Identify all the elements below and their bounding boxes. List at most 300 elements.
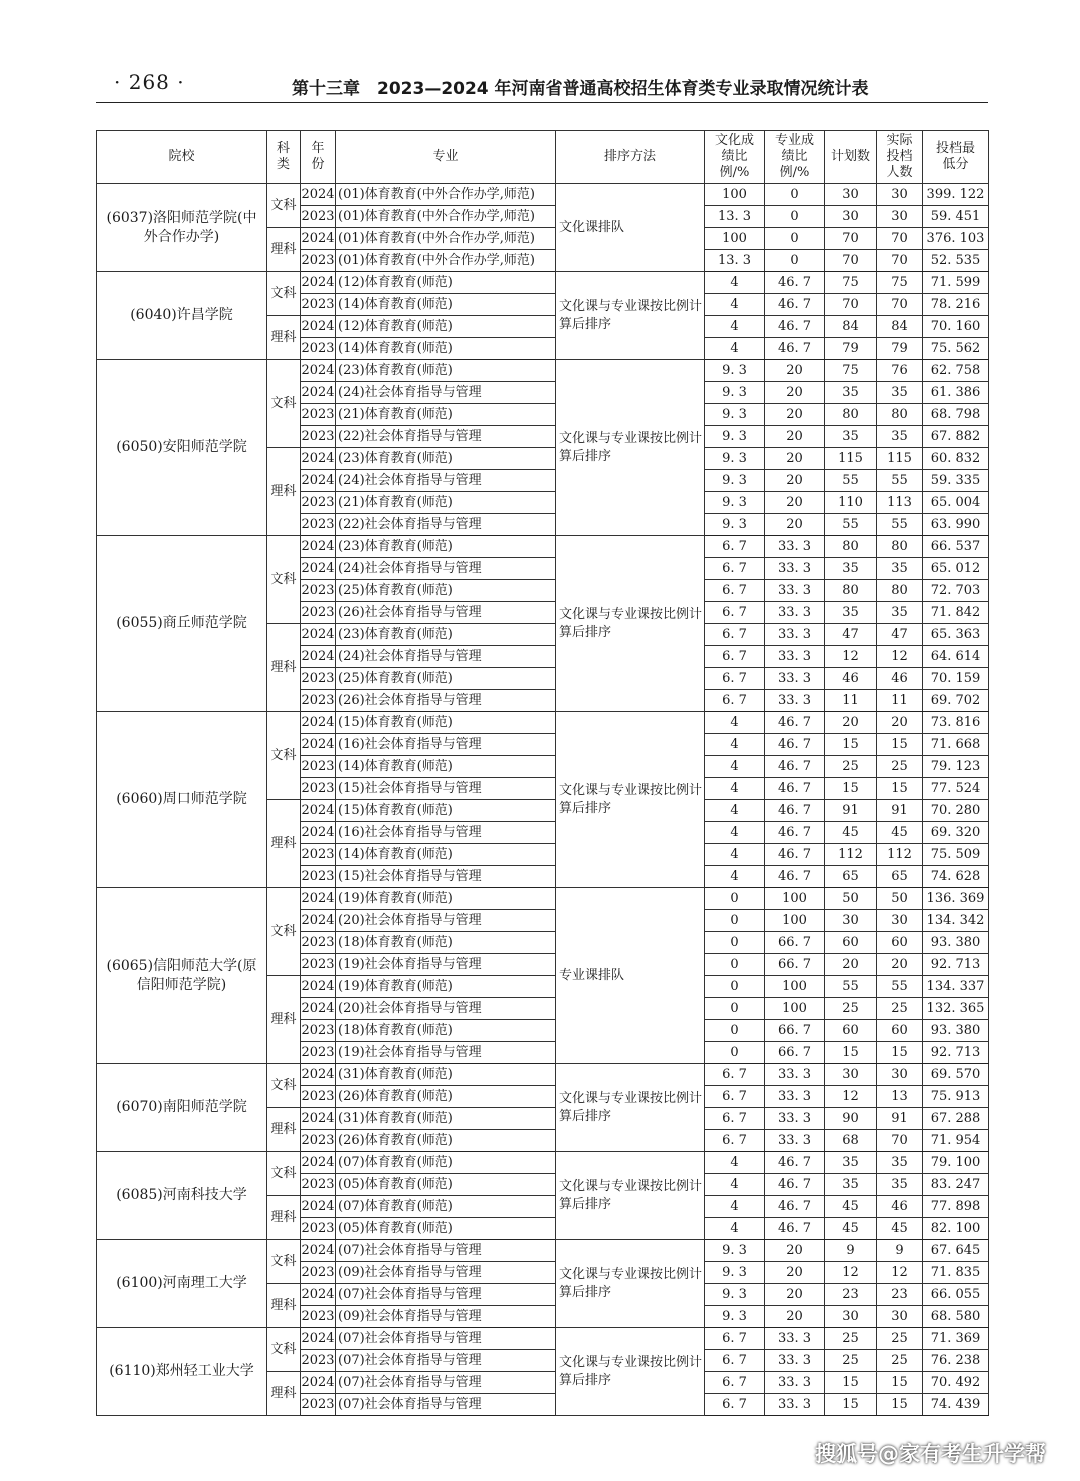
min-score-cell: 71. 954 (923, 1130, 989, 1152)
culture-ratio-cell: 6. 7 (705, 1372, 765, 1394)
category-cell: 文科 (267, 1328, 301, 1372)
footer-watermark: 搜狐号@家有考生升学帮 (815, 1442, 1046, 1466)
col-header-year: 年份 (301, 131, 336, 184)
min-score-cell: 61. 386 (923, 382, 989, 404)
min-score-cell: 67. 288 (923, 1108, 989, 1130)
min-score-cell: 60. 832 (923, 448, 989, 470)
plan-count-cell: 15 (825, 1042, 877, 1064)
plan-count-cell: 91 (825, 800, 877, 822)
actual-count-cell: 15 (877, 1042, 923, 1064)
year-cell: 2023 (301, 580, 336, 602)
actual-count-cell: 50 (877, 888, 923, 910)
major-ratio-cell: 46. 7 (765, 844, 825, 866)
actual-count-cell: 25 (877, 998, 923, 1020)
min-score-cell: 69. 320 (923, 822, 989, 844)
culture-ratio-cell: 4 (705, 338, 765, 360)
major-cell: (07)体育教育(师范) (336, 1152, 556, 1174)
major-cell: (14)体育教育(师范) (336, 294, 556, 316)
plan-count-cell: 15 (825, 1394, 877, 1416)
plan-count-cell: 9 (825, 1240, 877, 1262)
major-cell: (07)社会体育指导与管理 (336, 1372, 556, 1394)
actual-count-cell: 12 (877, 646, 923, 668)
year-cell: 2023 (301, 338, 336, 360)
major-cell: (07)社会体育指导与管理 (336, 1284, 556, 1306)
actual-count-cell: 35 (877, 382, 923, 404)
major-ratio-cell: 100 (765, 910, 825, 932)
major-ratio-cell: 0 (765, 228, 825, 250)
major-ratio-cell: 46. 7 (765, 1152, 825, 1174)
major-cell: (26)社会体育指导与管理 (336, 690, 556, 712)
culture-ratio-cell: 100 (705, 184, 765, 206)
major-cell: (12)体育教育(师范) (336, 272, 556, 294)
major-cell: (23)体育教育(师范) (336, 536, 556, 558)
min-score-cell: 92. 713 (923, 954, 989, 976)
min-score-cell: 59. 451 (923, 206, 989, 228)
category-cell: 理科 (267, 1284, 301, 1328)
culture-ratio-cell: 4 (705, 1196, 765, 1218)
plan-count-cell: 20 (825, 954, 877, 976)
major-ratio-cell: 33. 3 (765, 1328, 825, 1350)
category-cell: 理科 (267, 1196, 301, 1240)
school-name: (6065)信阳师范大学(原信阳师范学院) (97, 888, 267, 1064)
min-score-cell: 71. 842 (923, 602, 989, 624)
admission-table (96, 130, 989, 1416)
year-cell: 2024 (301, 1108, 336, 1130)
min-score-cell: 71. 668 (923, 734, 989, 756)
major-ratio-cell: 46. 7 (765, 1196, 825, 1218)
actual-count-cell: 55 (877, 470, 923, 492)
plan-count-cell: 68 (825, 1130, 877, 1152)
actual-count-cell: 60 (877, 932, 923, 954)
table-row (97, 272, 989, 294)
culture-ratio-cell: 6. 7 (705, 646, 765, 668)
category-cell: 理科 (267, 1372, 301, 1416)
actual-count-cell: 25 (877, 756, 923, 778)
actual-count-cell: 45 (877, 1218, 923, 1240)
category-cell: 文科 (267, 1240, 301, 1284)
table-row (97, 1240, 989, 1262)
category-cell: 理科 (267, 800, 301, 888)
school-name: (6060)周口师范学院 (97, 712, 267, 888)
actual-count-cell: 13 (877, 1086, 923, 1108)
min-score-cell: 72. 703 (923, 580, 989, 602)
actual-count-cell: 30 (877, 1064, 923, 1086)
plan-count-cell: 112 (825, 844, 877, 866)
major-ratio-cell: 66. 7 (765, 1020, 825, 1042)
year-cell: 2023 (301, 1262, 336, 1284)
plan-count-cell: 60 (825, 1020, 877, 1042)
major-ratio-cell: 100 (765, 888, 825, 910)
major-cell: (19)体育教育(师范) (336, 888, 556, 910)
plan-count-cell: 55 (825, 514, 877, 536)
major-cell: (14)体育教育(师范) (336, 756, 556, 778)
culture-ratio-cell: 0 (705, 1020, 765, 1042)
min-score-cell: 78. 216 (923, 294, 989, 316)
table-row (97, 184, 989, 206)
school-name: (6070)南阳师范学院 (97, 1064, 267, 1152)
major-cell: (19)社会体育指导与管理 (336, 954, 556, 976)
culture-ratio-cell: 0 (705, 954, 765, 976)
min-score-cell: 68. 580 (923, 1306, 989, 1328)
actual-count-cell: 30 (877, 910, 923, 932)
plan-count-cell: 45 (825, 1196, 877, 1218)
major-ratio-cell: 100 (765, 976, 825, 998)
col-header-culture-ratio: 文化成绩比例/% (705, 131, 765, 184)
sort-method-cell: 文化课与专业课按比例计算后排序 (556, 536, 705, 712)
actual-count-cell: 35 (877, 602, 923, 624)
major-cell: (16)社会体育指导与管理 (336, 822, 556, 844)
year-cell: 2024 (301, 734, 336, 756)
plan-count-cell: 11 (825, 690, 877, 712)
plan-count-cell: 46 (825, 668, 877, 690)
major-cell: (24)社会体育指导与管理 (336, 558, 556, 580)
sort-method-cell: 文化课排队 (556, 184, 705, 272)
major-ratio-cell: 66. 7 (765, 1042, 825, 1064)
culture-ratio-cell: 4 (705, 844, 765, 866)
actual-count-cell: 35 (877, 558, 923, 580)
min-score-cell: 134. 342 (923, 910, 989, 932)
major-ratio-cell: 20 (765, 1284, 825, 1306)
min-score-cell: 132. 365 (923, 998, 989, 1020)
major-ratio-cell: 46. 7 (765, 1218, 825, 1240)
major-cell: (26)社会体育指导与管理 (336, 602, 556, 624)
major-ratio-cell: 20 (765, 360, 825, 382)
actual-count-cell: 30 (877, 1306, 923, 1328)
major-cell: (24)社会体育指导与管理 (336, 646, 556, 668)
actual-count-cell: 75 (877, 272, 923, 294)
culture-ratio-cell: 4 (705, 1218, 765, 1240)
major-ratio-cell: 33. 3 (765, 1350, 825, 1372)
actual-count-cell: 9 (877, 1240, 923, 1262)
actual-count-cell: 25 (877, 1350, 923, 1372)
sort-method-cell: 文化课与专业课按比例计算后排序 (556, 360, 705, 536)
major-ratio-cell: 33. 3 (765, 602, 825, 624)
min-score-cell: 76. 238 (923, 1350, 989, 1372)
culture-ratio-cell: 9. 3 (705, 470, 765, 492)
plan-count-cell: 12 (825, 1086, 877, 1108)
min-score-cell: 93. 380 (923, 932, 989, 954)
sort-method-cell: 文化课与专业课按比例计算后排序 (556, 1240, 705, 1328)
major-ratio-cell: 20 (765, 382, 825, 404)
major-ratio-cell: 46. 7 (765, 778, 825, 800)
culture-ratio-cell: 9. 3 (705, 1240, 765, 1262)
year-cell: 2023 (301, 514, 336, 536)
major-cell: (23)体育教育(师范) (336, 624, 556, 646)
culture-ratio-cell: 6. 7 (705, 1108, 765, 1130)
year-cell: 2023 (301, 1020, 336, 1042)
major-cell: (05)体育教育(师范) (336, 1218, 556, 1240)
min-score-cell: 52. 535 (923, 250, 989, 272)
year-cell: 2024 (301, 1196, 336, 1218)
major-cell: (23)体育教育(师范) (336, 360, 556, 382)
page-number: · 268 · (114, 70, 185, 94)
col-header-school: 院校 (97, 131, 267, 184)
major-ratio-cell: 46. 7 (765, 272, 825, 294)
year-cell: 2023 (301, 1394, 336, 1416)
col-header-method: 排序方法 (556, 131, 705, 184)
actual-count-cell: 80 (877, 580, 923, 602)
plan-count-cell: 35 (825, 382, 877, 404)
major-ratio-cell: 46. 7 (765, 756, 825, 778)
category-cell: 文科 (267, 360, 301, 448)
min-score-cell: 66. 537 (923, 536, 989, 558)
table-row (97, 1328, 989, 1350)
major-cell: (26)体育教育(师范) (336, 1130, 556, 1152)
major-cell: (01)体育教育(中外合作办学,师范) (336, 228, 556, 250)
year-cell: 2024 (301, 800, 336, 822)
school-name: (6110)郑州轻工业大学 (97, 1328, 267, 1416)
plan-count-cell: 65 (825, 866, 877, 888)
plan-count-cell: 110 (825, 492, 877, 514)
major-cell: (22)社会体育指导与管理 (336, 514, 556, 536)
actual-count-cell: 15 (877, 1394, 923, 1416)
actual-count-cell: 79 (877, 338, 923, 360)
major-ratio-cell: 0 (765, 184, 825, 206)
page-header (96, 62, 988, 103)
major-ratio-cell: 100 (765, 998, 825, 1020)
plan-count-cell: 15 (825, 778, 877, 800)
plan-count-cell: 30 (825, 206, 877, 228)
actual-count-cell: 84 (877, 316, 923, 338)
plan-count-cell: 25 (825, 756, 877, 778)
year-cell: 2023 (301, 778, 336, 800)
actual-count-cell: 15 (877, 734, 923, 756)
year-cell: 2023 (301, 1130, 336, 1152)
culture-ratio-cell: 0 (705, 910, 765, 932)
major-cell: (25)体育教育(师范) (336, 668, 556, 690)
year-cell: 2023 (301, 602, 336, 624)
table-row (97, 888, 989, 910)
min-score-cell: 68. 798 (923, 404, 989, 426)
min-score-cell: 70. 160 (923, 316, 989, 338)
major-cell: (15)体育教育(师范) (336, 800, 556, 822)
major-cell: (15)社会体育指导与管理 (336, 778, 556, 800)
major-ratio-cell: 20 (765, 448, 825, 470)
culture-ratio-cell: 9. 3 (705, 492, 765, 514)
col-header-actual: 实际投档人数 (877, 131, 923, 184)
major-cell: (20)社会体育指导与管理 (336, 998, 556, 1020)
min-score-cell: 69. 570 (923, 1064, 989, 1086)
year-cell: 2024 (301, 712, 336, 734)
major-ratio-cell: 0 (765, 250, 825, 272)
min-score-cell: 74. 628 (923, 866, 989, 888)
year-cell: 2023 (301, 1218, 336, 1240)
year-cell: 2023 (301, 690, 336, 712)
plan-count-cell: 90 (825, 1108, 877, 1130)
actual-count-cell: 55 (877, 976, 923, 998)
table-row (97, 360, 989, 382)
major-cell: (24)社会体育指导与管理 (336, 382, 556, 404)
col-header-major-ratio: 专业成绩比例/% (765, 131, 825, 184)
culture-ratio-cell: 4 (705, 316, 765, 338)
plan-count-cell: 50 (825, 888, 877, 910)
major-ratio-cell: 33. 3 (765, 624, 825, 646)
major-cell: (23)体育教育(师范) (336, 448, 556, 470)
school-name: (6100)河南理工大学 (97, 1240, 267, 1328)
major-ratio-cell: 33. 3 (765, 1086, 825, 1108)
min-score-cell: 376. 103 (923, 228, 989, 250)
min-score-cell: 82. 100 (923, 1218, 989, 1240)
category-cell: 理科 (267, 976, 301, 1064)
actual-count-cell: 35 (877, 1152, 923, 1174)
major-cell: (31)体育教育(师范) (336, 1064, 556, 1086)
year-cell: 2023 (301, 866, 336, 888)
culture-ratio-cell: 100 (705, 228, 765, 250)
major-ratio-cell: 33. 3 (765, 580, 825, 602)
category-cell: 文科 (267, 184, 301, 228)
major-ratio-cell: 20 (765, 426, 825, 448)
major-cell: (24)社会体育指导与管理 (336, 470, 556, 492)
plan-count-cell: 20 (825, 712, 877, 734)
min-score-cell: 70. 492 (923, 1372, 989, 1394)
major-cell: (07)体育教育(师范) (336, 1196, 556, 1218)
plan-count-cell: 35 (825, 1174, 877, 1196)
actual-count-cell: 70 (877, 250, 923, 272)
year-cell: 2023 (301, 1086, 336, 1108)
year-cell: 2023 (301, 844, 336, 866)
year-cell: 2024 (301, 1284, 336, 1306)
plan-count-cell: 35 (825, 426, 877, 448)
min-score-cell: 83. 247 (923, 1174, 989, 1196)
min-score-cell: 77. 898 (923, 1196, 989, 1218)
year-cell: 2024 (301, 1064, 336, 1086)
actual-count-cell: 55 (877, 514, 923, 536)
actual-count-cell: 70 (877, 294, 923, 316)
plan-count-cell: 115 (825, 448, 877, 470)
min-score-cell: 67. 645 (923, 1240, 989, 1262)
culture-ratio-cell: 6. 7 (705, 536, 765, 558)
min-score-cell: 65. 363 (923, 624, 989, 646)
year-cell: 2023 (301, 206, 336, 228)
min-score-cell: 69. 702 (923, 690, 989, 712)
min-score-cell: 62. 758 (923, 360, 989, 382)
major-ratio-cell: 33. 3 (765, 558, 825, 580)
culture-ratio-cell: 4 (705, 866, 765, 888)
actual-count-cell: 15 (877, 1372, 923, 1394)
culture-ratio-cell: 6. 7 (705, 1350, 765, 1372)
min-score-cell: 65. 012 (923, 558, 989, 580)
year-cell: 2023 (301, 426, 336, 448)
actual-count-cell: 76 (877, 360, 923, 382)
culture-ratio-cell: 6. 7 (705, 602, 765, 624)
actual-count-cell: 20 (877, 712, 923, 734)
min-score-cell: 75. 562 (923, 338, 989, 360)
plan-count-cell: 45 (825, 822, 877, 844)
sort-method-cell: 文化课与专业课按比例计算后排序 (556, 272, 705, 360)
school-name: (6040)许昌学院 (97, 272, 267, 360)
category-cell: 理科 (267, 624, 301, 712)
col-header-plan: 计划数 (825, 131, 877, 184)
category-cell: 文科 (267, 888, 301, 976)
actual-count-cell: 46 (877, 668, 923, 690)
major-cell: (20)社会体育指导与管理 (336, 910, 556, 932)
min-score-cell: 71. 369 (923, 1328, 989, 1350)
major-ratio-cell: 66. 7 (765, 954, 825, 976)
plan-count-cell: 35 (825, 558, 877, 580)
min-score-cell: 134. 337 (923, 976, 989, 998)
culture-ratio-cell: 13. 3 (705, 250, 765, 272)
major-cell: (01)体育教育(中外合作办学,师范) (336, 250, 556, 272)
actual-count-cell: 80 (877, 536, 923, 558)
culture-ratio-cell: 6. 7 (705, 1086, 765, 1108)
culture-ratio-cell: 4 (705, 734, 765, 756)
plan-count-cell: 45 (825, 1218, 877, 1240)
actual-count-cell: 20 (877, 954, 923, 976)
year-cell: 2024 (301, 822, 336, 844)
year-cell: 2023 (301, 404, 336, 426)
plan-count-cell: 47 (825, 624, 877, 646)
table-body (97, 184, 989, 1416)
year-cell: 2023 (301, 932, 336, 954)
culture-ratio-cell: 4 (705, 712, 765, 734)
culture-ratio-cell: 6. 7 (705, 1328, 765, 1350)
year-cell: 2024 (301, 1240, 336, 1262)
col-header-min-score: 投档最低分 (923, 131, 989, 184)
year-cell: 2024 (301, 646, 336, 668)
actual-count-cell: 12 (877, 1262, 923, 1284)
table-row (97, 536, 989, 558)
actual-count-cell: 23 (877, 1284, 923, 1306)
actual-count-cell: 115 (877, 448, 923, 470)
major-cell: (01)体育教育(中外合作办学,师范) (336, 184, 556, 206)
sort-method-cell: 文化课与专业课按比例计算后排序 (556, 1328, 705, 1416)
school-name: (6037)洛阳师范学院(中外合作办学) (97, 184, 267, 272)
min-score-cell: 70. 159 (923, 668, 989, 690)
category-cell: 文科 (267, 536, 301, 624)
min-score-cell: 74. 439 (923, 1394, 989, 1416)
year-cell: 2023 (301, 1042, 336, 1064)
year-cell: 2023 (301, 1174, 336, 1196)
year-cell: 2024 (301, 316, 336, 338)
table-row (97, 1152, 989, 1174)
major-cell: (19)体育教育(师范) (336, 976, 556, 998)
plan-count-cell: 80 (825, 536, 877, 558)
culture-ratio-cell: 4 (705, 272, 765, 294)
major-ratio-cell: 33. 3 (765, 668, 825, 690)
category-cell: 理科 (267, 1108, 301, 1152)
culture-ratio-cell: 6. 7 (705, 624, 765, 646)
actual-count-cell: 45 (877, 822, 923, 844)
actual-count-cell: 30 (877, 206, 923, 228)
plan-count-cell: 25 (825, 1328, 877, 1350)
major-ratio-cell: 46. 7 (765, 822, 825, 844)
plan-count-cell: 84 (825, 316, 877, 338)
plan-count-cell: 35 (825, 1152, 877, 1174)
actual-count-cell: 60 (877, 1020, 923, 1042)
plan-count-cell: 12 (825, 1262, 877, 1284)
plan-count-cell: 15 (825, 1372, 877, 1394)
major-ratio-cell: 46. 7 (765, 800, 825, 822)
min-score-cell: 136. 369 (923, 888, 989, 910)
major-cell: (01)体育教育(中外合作办学,师范) (336, 206, 556, 228)
year-cell: 2024 (301, 448, 336, 470)
plan-count-cell: 80 (825, 404, 877, 426)
culture-ratio-cell: 6. 7 (705, 1394, 765, 1416)
plan-count-cell: 30 (825, 1306, 877, 1328)
plan-count-cell: 75 (825, 272, 877, 294)
major-cell: (19)社会体育指导与管理 (336, 1042, 556, 1064)
actual-count-cell: 70 (877, 1130, 923, 1152)
culture-ratio-cell: 13. 3 (705, 206, 765, 228)
major-ratio-cell: 46. 7 (765, 712, 825, 734)
year-cell: 2023 (301, 492, 336, 514)
year-cell: 2023 (301, 954, 336, 976)
plan-count-cell: 79 (825, 338, 877, 360)
year-cell: 2024 (301, 184, 336, 206)
min-score-cell: 399. 122 (923, 184, 989, 206)
culture-ratio-cell: 9. 3 (705, 382, 765, 404)
major-cell: (22)社会体育指导与管理 (336, 426, 556, 448)
